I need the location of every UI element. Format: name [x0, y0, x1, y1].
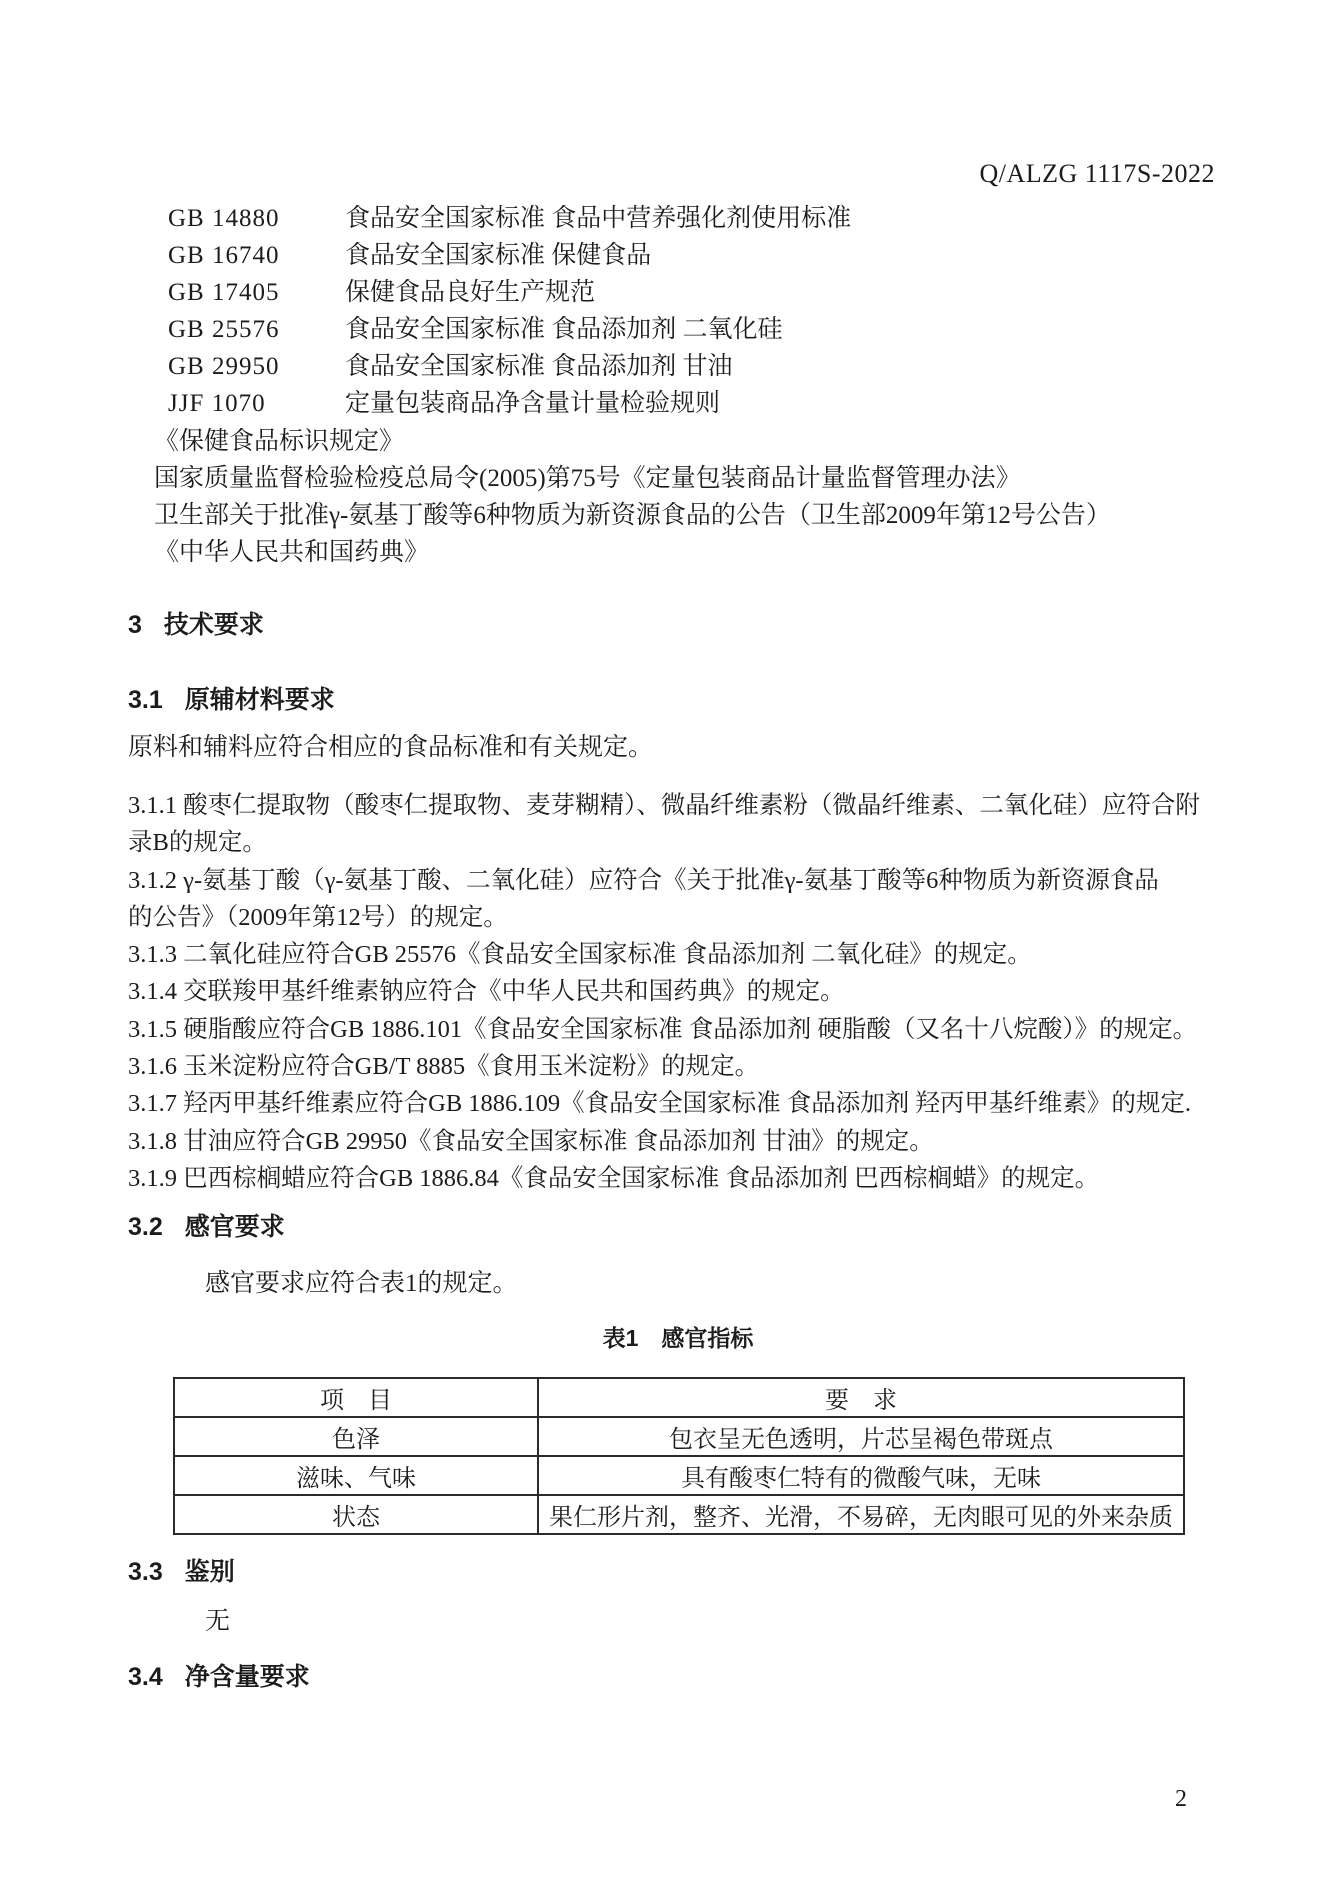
reference-title: 保健食品良好生产规范: [345, 279, 596, 307]
section-3-3-heading: [128, 1553, 235, 1591]
section-title: 感官要求: [184, 1213, 285, 1241]
reference-title: 食品安全国家标准 食品中营养强化剂使用标准: [345, 205, 852, 232]
clause-line: 3.1.4 交联羧甲基纤维素钠应符合《中华人民共和国药典》的规定。: [128, 978, 845, 1006]
reference-code: GB 16740: [168, 242, 280, 270]
section-3-1-heading: [128, 681, 335, 719]
table-row: [174, 1417, 1184, 1456]
reference-code: GB 14880: [168, 205, 280, 232]
sensory-requirements-table: [173, 1377, 1185, 1535]
section-3-heading: [128, 606, 264, 644]
reference-item: [128, 274, 1218, 311]
clause-line: 3.1.8 甘油应符合GB 29950《食品安全国家标准 食品添加剂 甘油》的规定。: [128, 1127, 934, 1155]
reference-code: GB 29950: [168, 353, 280, 381]
column-header-requirement: 要 求: [538, 1378, 1184, 1417]
clause-line: 3.1.7 羟丙甲基纤维素应符合GB 1886.109《食品安全国家标准 食品添加剂 羟丙甲基纤维素》的规定.: [128, 1090, 1192, 1118]
reference-code: GB 25576: [168, 316, 280, 344]
section-title: 技术要求: [163, 611, 264, 639]
clause-line: 3.1.9 巴西棕榈蜡应符合GB 1886.84《食品安全国家标准 食品添加剂 巴西棕榈蜡》的规定。: [128, 1164, 1100, 1192]
clause-line: 3.1.1 酸枣仁提取物（酸枣仁提取物、麦芽糊精）、微晶纤维素粉（微晶纤维素、二氧化硅）应符合附: [128, 792, 1200, 819]
clause-line: 的公告》（2009年第12号）的规定。: [128, 903, 508, 931]
reference-title: 食品安全国家标准 食品添加剂 二氧化硅: [345, 316, 783, 344]
reference-title: 食品安全国家标准 保健食品: [345, 242, 652, 270]
clause-line: 3.1.2 γ-氨基丁酸（γ-氨基丁酸、二氧化硅）应符合《关于批准γ-氨基丁酸等6种物质为新资源食品: [128, 866, 1159, 894]
section-number: 3: [128, 611, 142, 639]
section-title: 原辅材料要求: [184, 686, 335, 714]
section-number: 3.3: [128, 1558, 163, 1586]
reference-item: 《中华人民共和国药典》: [154, 538, 430, 566]
clause-line: 3.1.5 硬脂酸应符合GB 1886.101《食品安全国家标准 食品添加剂 硬脂酸（又名十八烷酸）》的规定。: [128, 1015, 1198, 1043]
page-number: 2: [1175, 1786, 1187, 1812]
table-cell-requirement: 果仁形片剂，整齐、光滑，不易碎，无肉眼可见的外来杂质: [538, 1495, 1184, 1534]
section-number: 3.1: [128, 686, 163, 714]
clauses-block: [128, 787, 1228, 1197]
clause-line: 3.1.3 二氧化硅应符合GB 25576《食品安全国家标准 食品添加剂 二氧化硅》的规定。: [128, 941, 1032, 969]
table-cell-requirement: 包衣呈无色透明，片芯呈褐色带斑点: [538, 1417, 1184, 1456]
reference-item: [128, 348, 1218, 385]
reference-item: [128, 385, 1218, 422]
references-list: [128, 200, 1218, 571]
reference-item: [128, 200, 1218, 237]
section-3-3-body: 无: [205, 1608, 231, 1635]
table-row: [174, 1495, 1184, 1534]
section-3-4-heading: [128, 1658, 310, 1696]
section-3-1-intro: 原料和辅料应符合相应的食品标准和有关规定。: [128, 734, 654, 761]
section-number: 3.2: [128, 1213, 163, 1241]
reference-code: GB 17405: [168, 279, 280, 307]
clause-line: 3.1.6 玉米淀粉应符合GB/T 8885《食用玉米淀粉》的规定。: [128, 1053, 760, 1081]
reference-item: [128, 237, 1218, 274]
reference-item: 卫生部关于批准γ-氨基丁酸等6种物质为新资源食品的公告（卫生部2009年第12号公告）: [154, 501, 1111, 529]
section-3-2-heading: [128, 1208, 285, 1246]
table-header-row: [174, 1378, 1184, 1417]
reference-title: 定量包装商品净含量计量检验规则: [345, 390, 721, 418]
table-cell-item: 滋味、气味: [174, 1456, 538, 1495]
table-1-caption: 表1 感官指标: [602, 1325, 754, 1351]
clause-line: 录B的规定。: [128, 829, 267, 857]
column-header-item: 项 目: [174, 1378, 538, 1417]
reference-item: 国家质量监督检验检疫总局令(2005)第75号《定量包装商品计量监督管理办法》: [154, 464, 1021, 492]
reference-code: JJF 1070: [168, 390, 266, 418]
table-cell-item: 色泽: [174, 1417, 538, 1456]
document-code: Q/ALZG 1117S-2022: [979, 159, 1215, 188]
section-3-2-intro: 感官要求应符合表1的规定。: [205, 1270, 518, 1297]
section-title: 净含量要求: [184, 1663, 310, 1691]
table-cell-requirement: 具有酸枣仁特有的微酸气味，无味: [538, 1456, 1184, 1495]
table-cell-item: 状态: [174, 1495, 538, 1534]
table-row: [174, 1456, 1184, 1495]
reference-item: 《保健食品标识规定》: [154, 427, 405, 455]
section-title: 鉴别: [184, 1558, 235, 1586]
section-number: 3.4: [128, 1663, 163, 1691]
reference-item: [128, 311, 1218, 348]
reference-title: 食品安全国家标准 食品添加剂 甘油: [345, 353, 733, 381]
